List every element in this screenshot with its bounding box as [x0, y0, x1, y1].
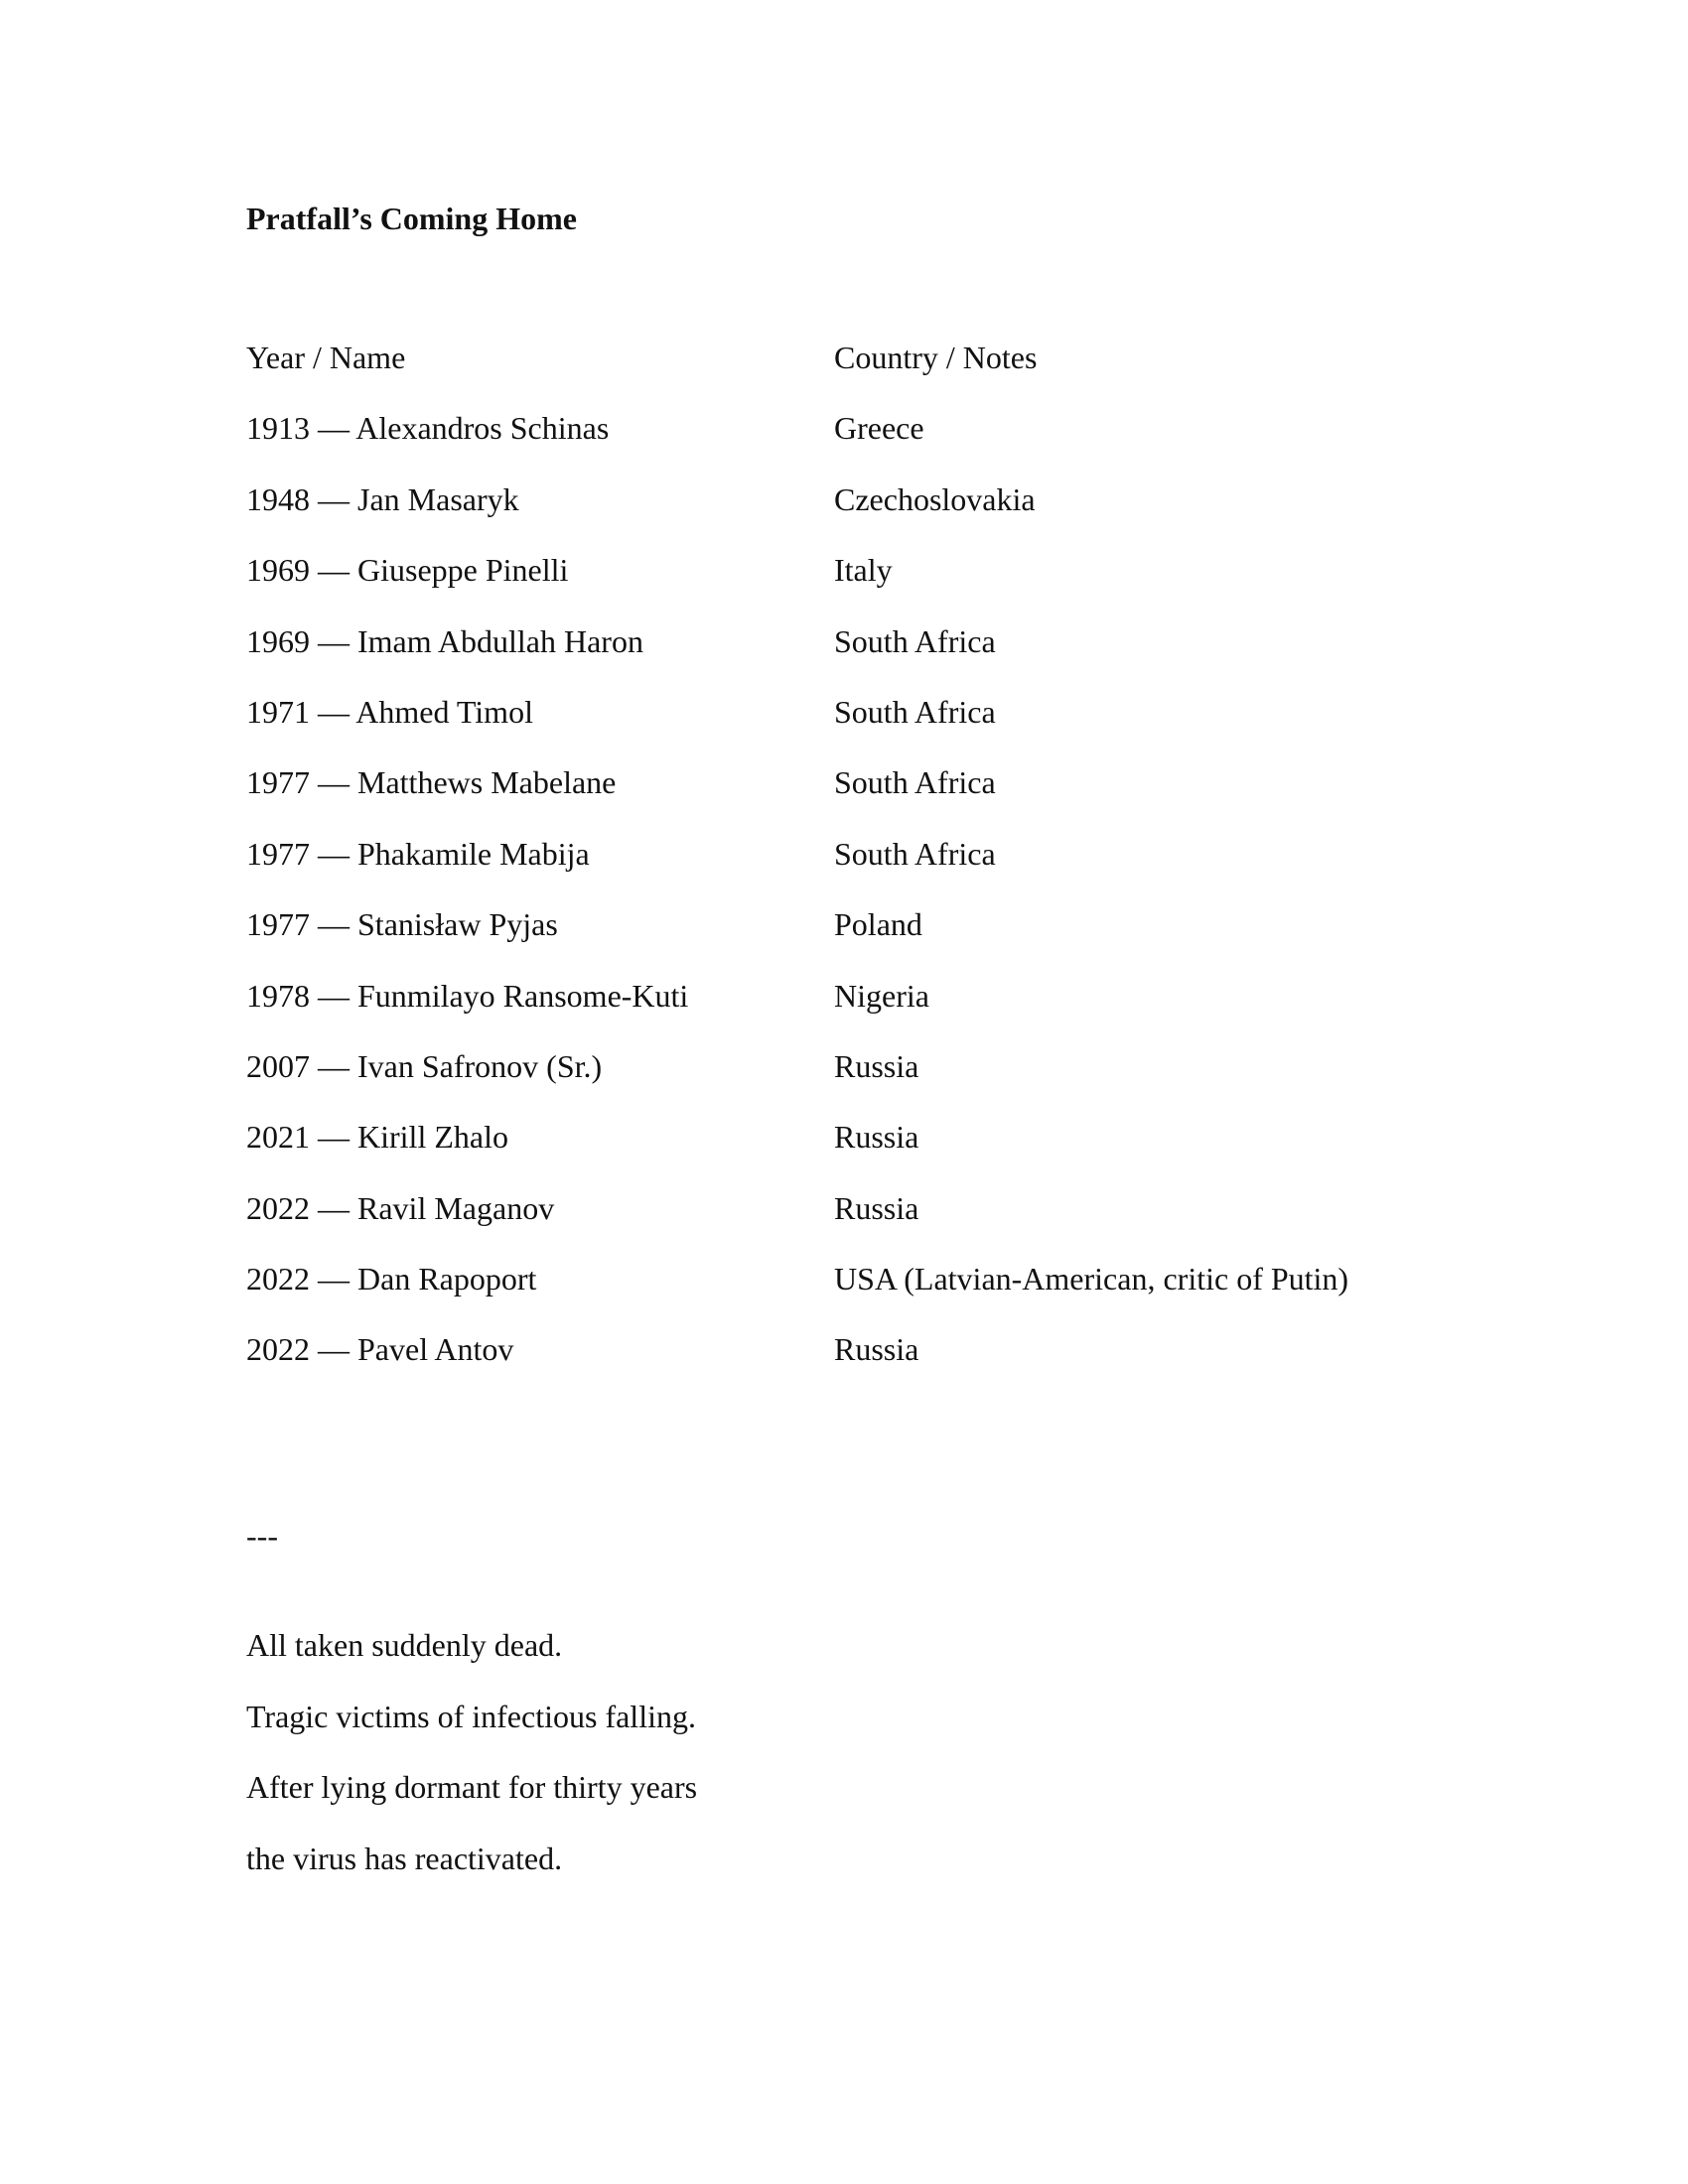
country-cell: Russia	[834, 1189, 919, 1226]
document-title: Pratfall’s Coming Home	[246, 201, 577, 236]
table-row	[246, 1325, 1537, 1396]
country-cell: Czechoslovakia	[834, 480, 1036, 517]
poem-line: All taken suddenly dead.	[246, 1627, 563, 1663]
header-year-name: Year / Name	[246, 340, 406, 375]
country-cell: South Africa	[834, 622, 996, 659]
table-row	[246, 476, 1537, 546]
table-row	[246, 758, 1537, 829]
country-cell: South Africa	[834, 764, 996, 801]
table-header-row	[246, 334, 1537, 404]
year-name-cell: 1948 — Jan Masaryk	[246, 480, 519, 517]
year-name-cell: 2022 — Pavel Antov	[246, 1331, 514, 1368]
table-row	[246, 617, 1537, 688]
year-name-cell: 2022 — Ravil Maganov	[246, 1189, 555, 1226]
poem-line: Tragic victims of infectious falling.	[246, 1698, 696, 1734]
table-row	[246, 1113, 1537, 1183]
year-name-cell: 1977 — Phakamile Mabija	[246, 835, 590, 872]
table-row	[246, 1184, 1537, 1255]
table-row	[246, 1255, 1537, 1325]
year-name-cell: 1977 — Stanisław Pyjas	[246, 906, 558, 943]
year-name-cell: 1971 — Ahmed Timol	[246, 693, 533, 730]
poem-stanza	[246, 1621, 697, 1905]
country-cell: Italy	[834, 552, 893, 589]
table-row	[246, 404, 1537, 475]
country-cell: Russia	[834, 1119, 919, 1156]
names-table	[246, 334, 1537, 1397]
table-row	[246, 900, 1537, 971]
year-name-cell: 1978 — Funmilayo Ransome-Kuti	[246, 977, 689, 1014]
header-country-notes: Country / Notes	[834, 340, 1038, 375]
year-name-cell: 2007 — Ivan Safronov (Sr.)	[246, 1047, 603, 1084]
year-name-cell: 1969 — Imam Abdullah Haron	[246, 622, 643, 659]
table-row	[246, 830, 1537, 900]
year-name-cell: 1913 — Alexandros Schinas	[246, 410, 610, 447]
year-name-cell: 2022 — Dan Rapoport	[246, 1261, 537, 1297]
section-separator: ---	[246, 1518, 278, 1554]
country-cell: Nigeria	[834, 977, 929, 1014]
country-cell: USA (Latvian-American, critic of Putin)	[834, 1261, 1349, 1297]
country-cell: Greece	[834, 410, 924, 447]
poem-line: After lying dormant for thirty years	[246, 1769, 698, 1805]
table-row	[246, 1042, 1537, 1113]
table-row	[246, 546, 1537, 616]
year-name-cell: 1977 — Matthews Mabelane	[246, 764, 617, 801]
country-cell: Poland	[834, 906, 922, 943]
country-cell: Russia	[834, 1331, 919, 1368]
country-cell: South Africa	[834, 835, 996, 872]
year-name-cell: 1969 — Giuseppe Pinelli	[246, 552, 569, 589]
year-name-cell: 2021 — Kirill Zhalo	[246, 1119, 508, 1156]
poem-line: the virus has reactivated.	[246, 1840, 563, 1876]
country-cell: Russia	[834, 1047, 919, 1084]
table-row	[246, 688, 1537, 758]
table-row	[246, 972, 1537, 1042]
country-cell: South Africa	[834, 693, 996, 730]
